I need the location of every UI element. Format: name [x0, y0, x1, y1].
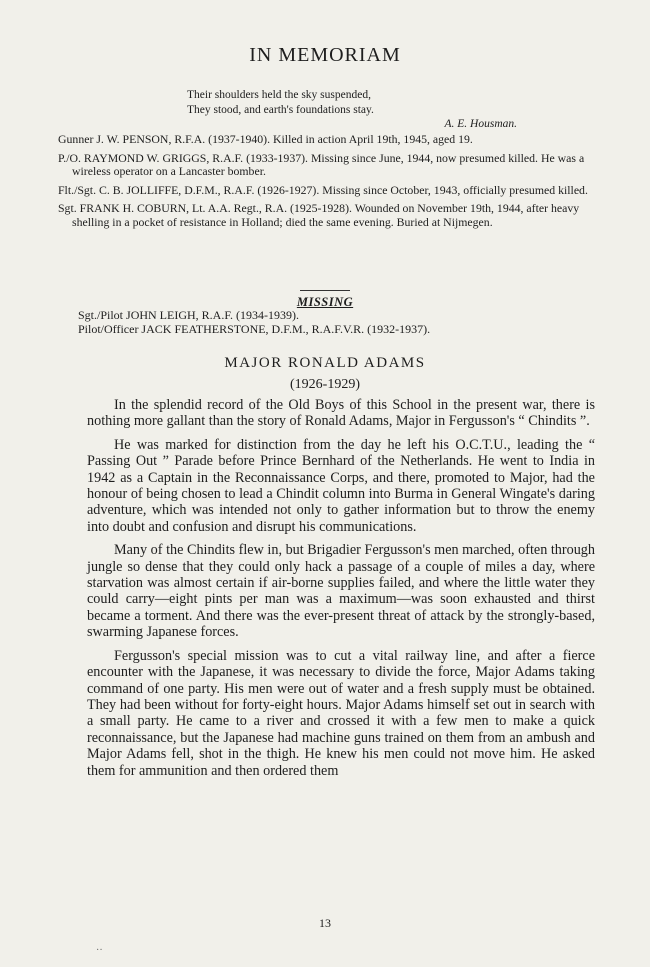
- page-number: 13: [319, 916, 331, 930]
- section-divider: [300, 290, 350, 291]
- page-title: IN MEMORIAM: [249, 44, 401, 66]
- paragraph: He was marked for distinction from the day he left his O.C.T.U., leading the “ Passing Out ” Parade before Prince Bernhard of the Netherlands. He went to India in 1942 as a Captain in the Reconnaissance Corps, and there, promoted to Major, had the honour of being chosen to lead a Chindit column into Burma in General Wingate's daring adventure, which was intended not only to gather information but to throw the enemy into doubt and confusion and disrupt his communications.: [87, 436, 595, 535]
- paragraph: In the splendid record of the Old Boys of this School in the present war, there is nothing more gallant than the story of Ronald Adams, Major in Fergusson's “ Chindits ”.: [87, 397, 595, 430]
- missing-heading: MISSING: [296, 295, 354, 309]
- article-body: [87, 397, 595, 786]
- epigraph-attribution: A. E. Housman.: [444, 118, 517, 130]
- memorial-entry: Sgt. FRANK H. COBURN, Lt. A.A. Regt., R.A. (1925-1928). Wounded on November 19th, 1944, after heavy shelling in a pocket of resistance in Holland; died the same evening. Buried at Nijmegen.: [58, 201, 580, 229]
- epigraph-line-1: Their shoulders held the sky suspended,: [187, 89, 371, 101]
- article-years: (1926-1929): [290, 377, 360, 392]
- epigraph: [187, 88, 517, 130]
- memorial-list: [58, 133, 603, 234]
- missing-entry: Pilot/Officer JACK FEATHERSTONE, D.F.M., R.A.F.V.R. (1932-1937).: [78, 322, 431, 336]
- memorial-entry: Gunner J. W. PENSON, R.F.A. (1937-1940). Killed in action April 19th, 1945, aged 19.: [58, 132, 473, 146]
- missing-entry: Sgt./Pilot JOHN LEIGH, R.A.F. (1934-1939).: [78, 308, 300, 322]
- epigraph-line-2: They stood, and earth's foundations stay.: [187, 103, 374, 116]
- missing-list: [78, 308, 430, 336]
- stray-mark: ··: [96, 945, 103, 956]
- memorial-entry: P./O. RAYMOND W. GRIGGS, R.A.F. (1933-1937). Missing since June, 1944, now presumed killed. He was a wireless operator on a Lancaster bomber.: [58, 150, 585, 178]
- paragraph: Many of the Chindits flew in, but Brigadier Fergusson's men marched, often through jungle so dense that they could only hack a passage of a couple of miles a day, where starvation was almost certain if air-borne supplies failed, and where the little water they could carry—eight pints per man was a maximum—was soon exhausted and thirst became a torment. And there was the ever-present threat of attack by the strongly-based, swarming Japanese forces.: [87, 542, 595, 641]
- memorial-entry: Flt./Sgt. C. B. JOLLIFFE, D.F.M., R.A.F. (1926-1927). Missing since October, 1943, officially presumed killed.: [58, 182, 588, 197]
- article-heading: MAJOR RONALD ADAMS: [224, 355, 426, 371]
- paragraph: Fergusson's special mission was to cut a vital railway line, and after a fierce encounter with the Japanese, it was necessary to divide the force, Major Adams taking command of one party. His men were out of water and a fresh supply must be obtained. They had been without for forty-eight hours. Major Adams himself set out in search with a small party. He came to a river and crossed it with a few men to make a quick reconnaissance, but the Japanese had machine guns trained on them from an ambush and Major Adams fell, shot in the thigh. He knew his men could not move him. He asked them for ammunition and then ordered them: [87, 647, 595, 779]
